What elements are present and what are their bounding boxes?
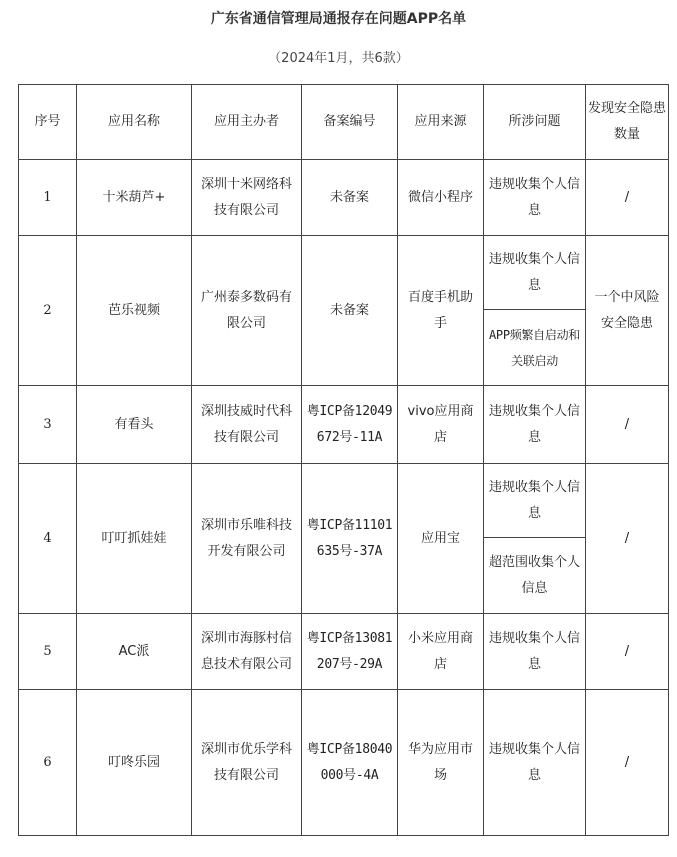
cell-issue: 违规收集个人信息: [484, 464, 586, 538]
cell-risk-count: /: [586, 386, 669, 464]
header-source: 应用来源: [398, 85, 484, 160]
cell-owner: 深圳技威时代科技有限公司: [192, 386, 302, 464]
cell-source: 微信小程序: [398, 160, 484, 236]
cell-risk-count: /: [586, 464, 669, 614]
cell-no: 6: [19, 690, 77, 836]
table-row: [19, 464, 669, 538]
cell-app-name: 有看头: [77, 386, 192, 464]
cell-source: 华为应用市场: [398, 690, 484, 836]
cell-owner: 深圳市优乐学科技有限公司: [192, 690, 302, 836]
cell-issue: 违规收集个人信息: [484, 690, 586, 836]
cell-record-number: 粤ICP备13081207号-29A: [302, 614, 398, 690]
cell-risk-count: /: [586, 690, 669, 836]
cell-no: 5: [19, 614, 77, 690]
cell-app-name: AC派: [77, 614, 192, 690]
cell-owner: 深圳十米网络科技有限公司: [192, 160, 302, 236]
table-row: [19, 160, 669, 236]
cell-issue: 违规收集个人信息: [484, 160, 586, 236]
table-row: [19, 236, 669, 310]
cell-owner: 深圳市乐唯科技开发有限公司: [192, 464, 302, 614]
cell-no: 1: [19, 160, 77, 236]
header-record-number: 备案编号: [302, 85, 398, 160]
cell-issue: 违规收集个人信息: [484, 614, 586, 690]
cell-issue: 超范围收集个人信息: [484, 538, 586, 614]
header-row: [19, 85, 669, 160]
table-row: [19, 614, 669, 690]
cell-owner: 广州泰多数码有限公司: [192, 236, 302, 386]
cell-no: 3: [19, 386, 77, 464]
cell-source: 应用宝: [398, 464, 484, 614]
cell-app-name: 十米葫芦+: [77, 160, 192, 236]
cell-risk-count: /: [586, 160, 669, 236]
cell-record-number: 未备案: [302, 236, 398, 386]
header-risk-count: 发现安全隐患数量: [586, 85, 669, 160]
header-owner: 应用主办者: [192, 85, 302, 160]
cell-no: 4: [19, 464, 77, 614]
cell-source: 小米应用商店: [398, 614, 484, 690]
cell-app-name: 叮咚乐园: [77, 690, 192, 836]
app-list-table: [18, 84, 669, 836]
cell-record-number: 粤ICP备18040000号-4A: [302, 690, 398, 836]
cell-app-name: 叮叮抓娃娃: [77, 464, 192, 614]
cell-risk-count: 一个中风险安全隐患: [586, 236, 669, 386]
header-no: 序号: [19, 85, 77, 160]
cell-risk-count: /: [586, 614, 669, 690]
header-app-name: 应用名称: [77, 85, 192, 160]
cell-owner: 深圳市海豚村信息技术有限公司: [192, 614, 302, 690]
cell-source: vivo应用商店: [398, 386, 484, 464]
document-title: 广东省通信管理局通报存在问题APP名单: [210, 11, 467, 27]
cell-app-name: 芭乐视频: [77, 236, 192, 386]
cell-issue: 违规收集个人信息: [484, 236, 586, 310]
cell-source: 百度手机助手: [398, 236, 484, 386]
cell-record-number: 粤ICP备12049672号-11A: [302, 386, 398, 464]
header-issues: 所涉问题: [484, 85, 586, 160]
cell-issue: 违规收集个人信息: [484, 386, 586, 464]
cell-issue: APP频繁自启动和关联启动: [484, 310, 586, 386]
cell-no: 2: [19, 236, 77, 386]
cell-record-number: 未备案: [302, 160, 398, 236]
table-row: [19, 690, 669, 836]
table-row: [19, 386, 669, 464]
cell-record-number: 粤ICP备11101635号-37A: [302, 464, 398, 614]
document-subtitle: （2024年1月，共6款）: [268, 51, 409, 66]
